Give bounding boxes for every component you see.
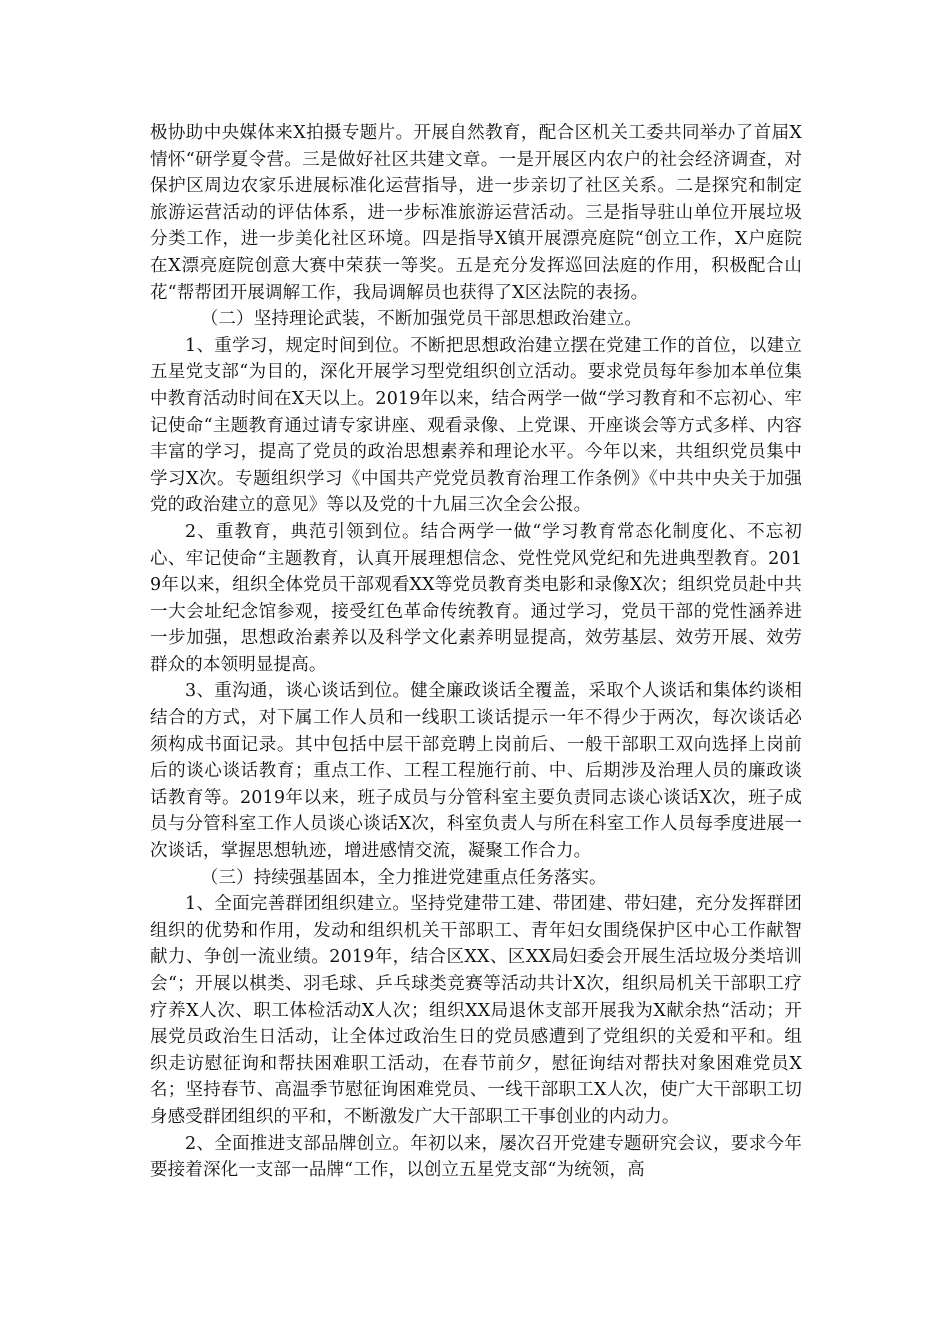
paragraph-communication: 3、重沟通，谈心谈话到位。健全廉政谈话全覆盖，采取个人谈话和集体约谈相结合的方式，对下属工作人员和一线职工谈话提示一年不得少于两次，每次谈话必须构成书面记录。其中包括中层干部竞聘上岗前后、一般干部职工双向选择上岗前后的谈心谈话教育；重点工作、工程工程施行前、中、后期涉及治理人员的廉政谈话教育等。2019年以来，班子成员与分管科室主要负责同志谈心谈话X次，班子成员与分管科室工作人员谈心谈话X次，科室负责人与所在科室工作人员每季度进展一次谈话，掌握思想轨迹，增进感情交流，凝聚工作合力。 (150, 681, 802, 862)
paragraph-education: 2、重教育，典范引领到位。结合两学一做“学习教育常态化制度化、不忘初心、牢记使命“主题教育，认真开展理想信念、党性党风党纪和先进典型教育。2019年以来，组织全体党员干部观看XX等党员教育类电影和录像X次；组织党员赴中共一大会址纪念馆参观，接受红色革命传统教育。通过学习，党员干部的党性涵养进一步加强，思想政治素养以及科学文化素养明显提高，效劳基层、效劳开展、效劳群众的本领明显提高。 (150, 521, 802, 675)
paragraph-mass-organizations: 1、全面完善群团组织建立。坚持党建带工建、带团建、带妇建，充分发挥群团组织的优势和作用，发动和组织机关干部职工、青年妇女围绕保护区中心工作献智献力、争创一流业绩。2019年，结合区XX、区XX局妇委会开展生活垃圾分类培训会“；开展以棋类、羽毛球、乒乓球类竞赛等活动共计X次，组织局机关干部职工疗疗养X人次、职工体检活动X人次；组织XX局退休支部开展我为X献余热“活动；开展党员政治生日活动，让全体过政治生日的党员感遭到了党组织的关爱和平和。组织走访慰征询和帮扶困难职工活动，在春节前夕，慰征询结对帮扶对象困难党员X名；坚持春节、高温季节慰征询困难党员、一线干部职工X人次，使广大干部职工切身感受群团组织的平和，不断激发广大干部职工干事创业的内动力。 (150, 894, 802, 1127)
document-body (150, 120, 802, 1184)
paragraph-branch-brand: 2、全面推进支部品牌创立。年初以来，屡次召开党建专题研究会议，要求今年要接着深化一支部一品牌“工作，以创立五星党支部“为统领，高 (150, 1133, 802, 1181)
paragraph-study: 1、重学习，规定时间到位。不断把思想政治建立摆在党建工作的首位，以建立五星党支部“为目的，深化开展学习型党组织创立活动。要求党员每年参加本单位集中教育活动时间在X天以上。2019年以来，结合两学一做“学习教育和不忘初心、牢记使命“主题教育通过请专家讲座、观看录像、上党课、开座谈会等方式多样、内容丰富的学习，提高了党员的政治思想素养和理论水平。今年以来，共组织党员集中学习X次。专题组织学习《中国共产党党员教育治理工作条例》《中共中央关于加强党的政治建立的意见》等以及党的十九届三次全会公报。 (150, 335, 802, 516)
section-heading-foundation: （三）持续强基固本，全力推进党建重点任务落实。 (200, 867, 607, 888)
section-heading-theory: （二）坚持理论武装，不断加强党员干部思想政治建立。 (200, 309, 642, 330)
paragraph-community-work: 极协助中央媒体来X拍摄专题片。开展自然教育，配合区机关工委共同举办了首届X情怀“研学夏令营。三是做好社区共建文章。一是开展区内农户的社会经济调查，对保护区周边农家乐进展标准化运营指导，进一步亲切了社区关系。二是探究和制定旅游运营活动的评估体系，进一步标准旅游运营活动。三是指导驻山单位开展垃圾分类工作，进一步美化社区环境。四是指导X镇开展漂亮庭院“创立工作，X户庭院在X漂亮庭院创意大赛中荣获一等奖。五是充分发挥巡回法庭的作用，积极配合山花“帮帮团开展调解工作，我局调解员也获得了X区法院的表扬。 (150, 123, 802, 303)
